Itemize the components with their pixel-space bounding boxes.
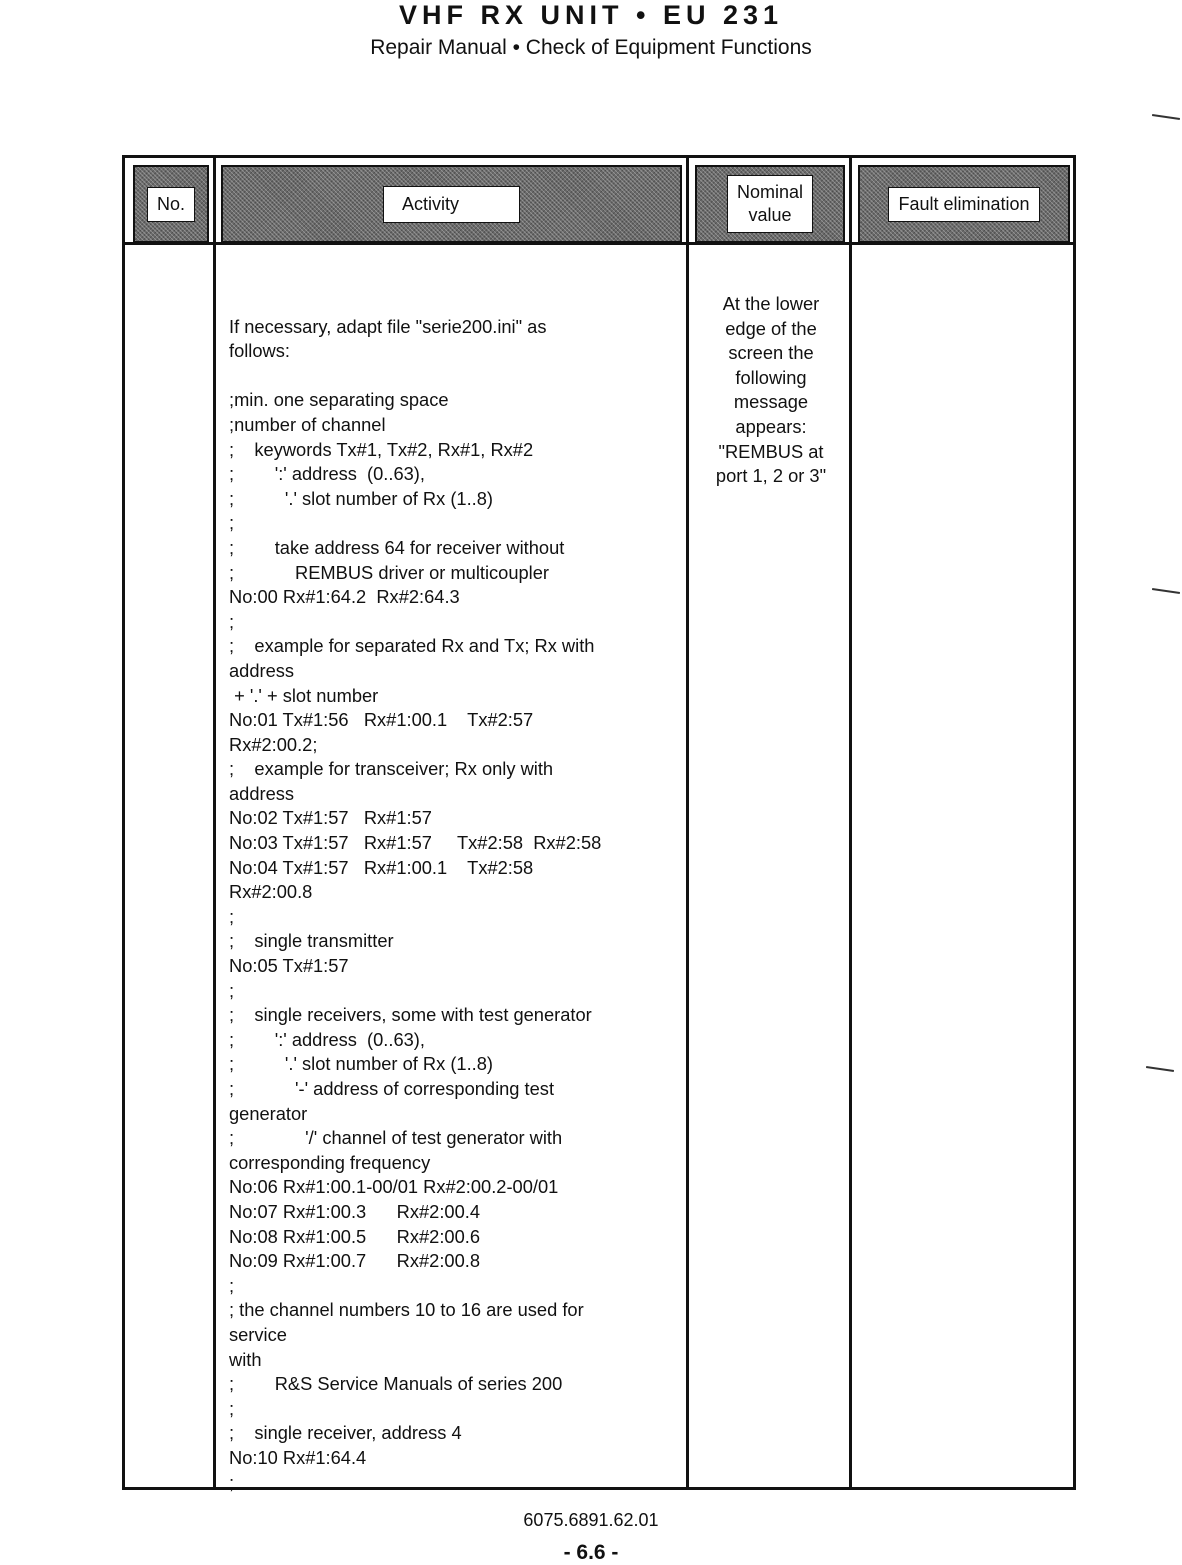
function-check-table: [122, 155, 1076, 1493]
nominal-value-text: At the lower edge of the screen the following message appears: "REMBUS at port 1, 2 or 3": [715, 293, 827, 487]
margin-mark: [1152, 588, 1180, 594]
header-activity-label: Activity: [383, 186, 520, 223]
margin-mark: [1146, 1066, 1174, 1072]
margin-mark: [1152, 114, 1180, 120]
header-nominal: [695, 165, 845, 243]
header-no: [133, 165, 209, 243]
header-nominal-label: Nominal value: [727, 175, 813, 233]
header-no-label: No.: [147, 187, 195, 222]
activity-text: If necessary, adapt file "serie200.ini" as follows: ;min. one separating space ;number of channel ; keywords Tx#1, Tx#2, Rx#1, Rx#2 ; ':' address (0..63), ; '.' slot number of Rx (1..8) ; ; take address 64 for receiver without ; REMBUS driver or multicoupler No:00 Rx#1:64.2 Rx#2:64.3 ; ; example for separated Rx and Tx; Rx with address + '.' + slot number No:01 Tx#1:56 Rx#1:00.1 Tx#2:57 Rx#2:00.2; ; example for transceiver; Rx only with address No:02 Tx#1:57 Rx#1:57 No:03 Tx#1:57 Rx#1:57 Tx#2:58 Rx#2:58 No:04 Tx#1:57 Rx#1:00.1 Tx#2:58 Rx#2:00.8 ; ; single transmitter No:05 Tx#1:57 ; ; single receivers, some with test generator ; ':' address (0..63), ; '.' slot number of Rx (1..8) ; '-' address of corresponding test generator ; '/' channel of test generator with corresponding frequency No:06 Rx#1:00.1-00/01 Rx#2:00.2-00/01 No:07 Rx#1:00.3 Rx#2:00.4 No:08 Rx#1:00.5 Rx#2:00.6 No:09 Rx#1:00.7 Rx#2:00.8 ; ; the channel numbers 10 to 16 are used for service with ; R&S Service Manuals of series 200 ; ; single receiver, address 4 No:10 Rx#1:64.4 ;: [229, 315, 602, 1493]
document-subtitle: Repair Manual • Check of Equipment Functions: [370, 36, 812, 59]
column-divider: [213, 158, 216, 1487]
header-fault: [858, 165, 1070, 243]
document-code: 6075.6891.62.01: [523, 1510, 659, 1530]
header-fault-label: Fault elimination: [888, 187, 1039, 222]
column-divider: [686, 158, 689, 1487]
header-activity: [221, 165, 682, 243]
document-title: VHF RX UNIT • EU 231: [398, 0, 783, 30]
page-number: - 6.6 -: [563, 1541, 619, 1564]
